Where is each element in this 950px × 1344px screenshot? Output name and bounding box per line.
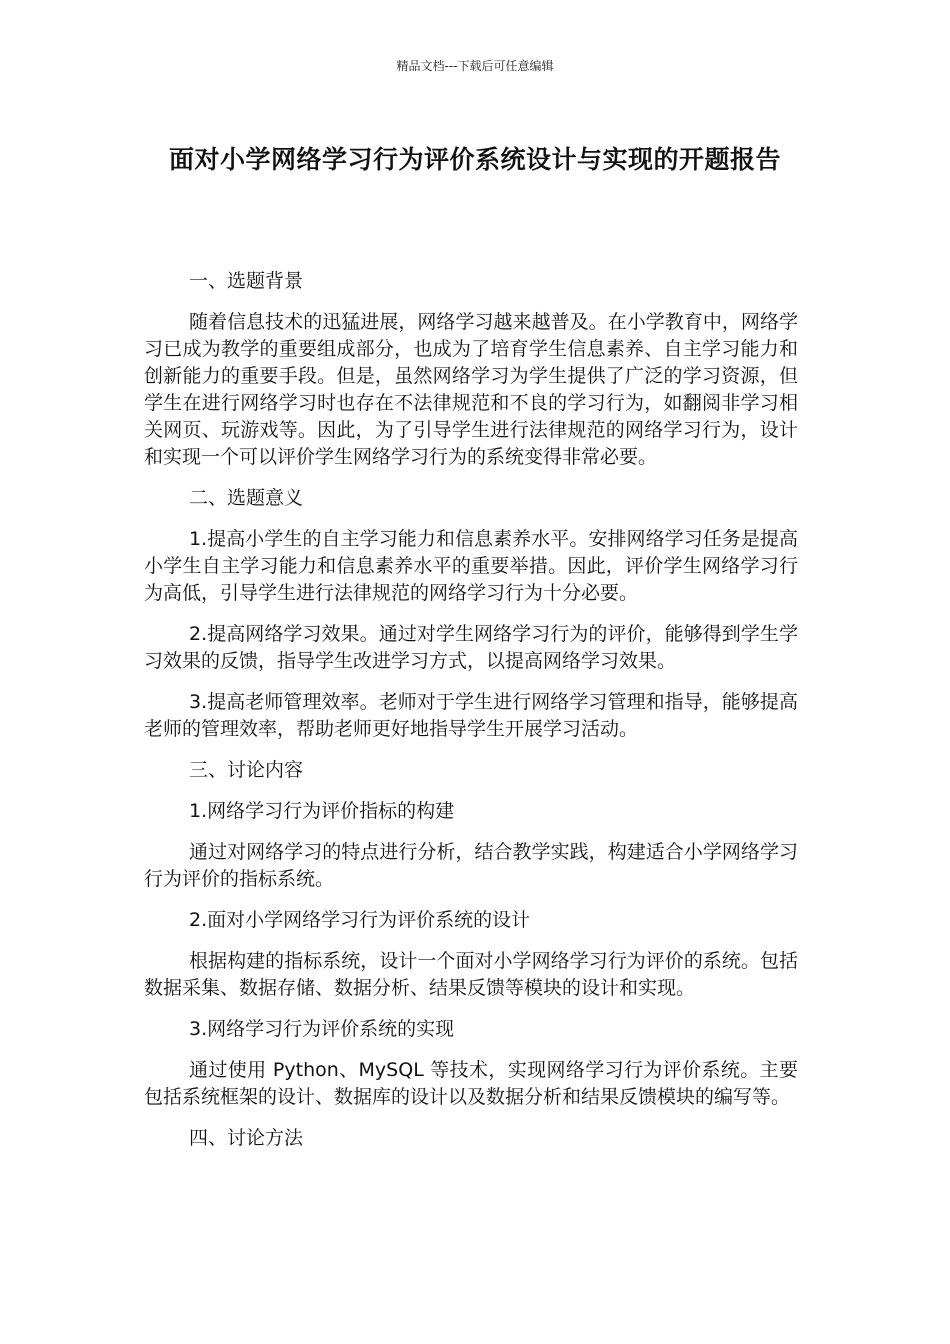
page-header: 精品文档---下载后可任意编辑 bbox=[396, 59, 554, 73]
document-title: 面对小学网络学习行为评价系统设计与实现的开题报告 bbox=[168, 145, 781, 174]
paragraph-content-2: 根据构建的指标系统，设计一个面对小学网络学习行为评价的系统。包括数据采集、数据存储、数据分析、结果反馈等模块的设计和实现。 bbox=[144, 950, 798, 999]
paragraph-background: 随着信息技术的迅猛进展，网络学习越来越普及。在小学教育中，网络学习已成为教学的重要组成部分，也成为了培育学生信息素养、自主学习能力和创新能力的重要手段。但是，虽然网络学习为学生提供了广泛的学习资源，但学生在进行网络学习时也存在不法律规范和不良的学习行为，如翻阅非学习相关网页、玩游戏等。因此，为了引导学生进行法律规范的网络学习行为，设计和实现一个可以评价学生网络学习行为的系统变得非常必要。 bbox=[144, 311, 798, 468]
section-heading-content: 三、讨论内容 bbox=[189, 759, 304, 781]
paragraph-significance-1: 1.提高小学生的自主学习能力和信息素养水平。安排网络学习任务是提高小学生自主学习能力和信息素养水平的重要举措。因此，评价学生网络学习行为高低，引导学生进行法律规范的网络学习行为十分必要。 bbox=[144, 528, 798, 604]
section-heading-background: 一、选题背景 bbox=[189, 270, 304, 292]
subheading-content-1: 1.网络学习行为评价指标的构建 bbox=[189, 800, 455, 822]
section-heading-significance: 二、选题意义 bbox=[189, 487, 304, 509]
document-body bbox=[144, 268, 798, 1152]
paragraph-significance-2: 2.提高网络学习效果。通过对学生网络学习行为的评价，能够得到学生学习效果的反馈，指导学生改进学习方式，以提高网络学习效果。 bbox=[144, 623, 798, 672]
paragraph-significance-3: 3.提高老师管理效率。老师对于学生进行网络学习管理和指导，能够提高老师的管理效率，帮助老师更好地指导学生开展学习活动。 bbox=[144, 691, 798, 740]
subheading-content-2: 2.面对小学网络学习行为评价系统的设计 bbox=[189, 909, 531, 931]
section-heading-method: 四、讨论方法 bbox=[189, 1127, 304, 1149]
paragraph-content-3: 通过使用 Python、MySQL 等技术，实现网络学习行为评价系统。主要包括系统框架的设计、数据库的设计以及数据分析和结果反馈模块的编写等。 bbox=[144, 1059, 798, 1108]
paragraph-content-1: 通过对网络学习的特点进行分析，结合教学实践，构建适合小学网络学习行为评价的指标系统。 bbox=[144, 841, 798, 890]
subheading-content-3: 3.网络学习行为评价系统的实现 bbox=[189, 1018, 455, 1040]
